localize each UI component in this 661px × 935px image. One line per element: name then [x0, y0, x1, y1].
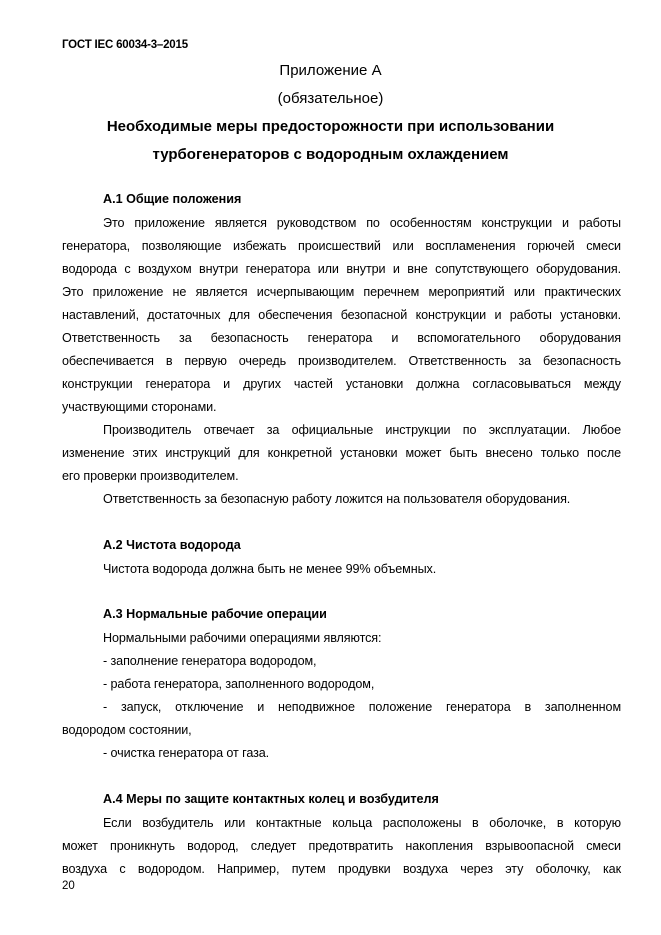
paragraph-line: Ответственность за безопасность генератора и вспомогательного оборудования	[62, 331, 621, 345]
annex-subject-line-1: Необходимые меры предосторожности при использовании	[106, 118, 555, 135]
paragraph-line: Если возбудитель или контактные кольца расположены в оболочке, в которую	[103, 816, 621, 830]
list-item: - работа генератора, заполненного водородом,	[103, 677, 375, 691]
document-header: ГОСТ IEC 60034-3–2015	[62, 39, 188, 51]
section-heading-a4: А.4 Меры по защите контактных колец и возбудителя	[103, 792, 439, 806]
annex-subject-line-2: турбогенераторов с водородным охлаждением	[152, 146, 509, 163]
paragraph-line: Производитель отвечает за официальные инструкции по эксплуатации. Любое	[103, 423, 621, 437]
paragraph-line: воздуха с водородом. Например, путем продувки воздуха через эту оболочку, как	[62, 862, 621, 876]
section-heading-a1: А.1 Общие положения	[103, 192, 242, 206]
paragraph-line: Ответственность за безопасную работу ложится на пользователя оборудования.	[103, 492, 571, 506]
paragraph-line: его проверки производителем.	[62, 469, 239, 483]
paragraph-line: Нормальными рабочими операциями являются:	[103, 631, 382, 645]
paragraph-line: наставлений, достаточных для обеспечения безопасной конструкции и работы установки.	[62, 308, 621, 322]
list-item: - заполнение генератора водородом,	[103, 654, 317, 668]
paragraph-line: Это приложение является руководством по особенностям конструкции и работы	[103, 216, 621, 230]
paragraph-line: водорода с воздухом внутри генератора или внутри и вне сопутствующего оборудования.	[62, 262, 621, 276]
paragraph-line: Чистота водорода должна быть не менее 99% объемных.	[103, 562, 437, 576]
page-number: 20	[62, 880, 75, 892]
list-item-continuation: водородом состоянии,	[62, 723, 192, 737]
annex-title: Приложение А	[279, 62, 382, 79]
paragraph-line: Это приложение не является исчерпывающим перечнем мероприятий или практических	[62, 285, 621, 299]
paragraph-line: генератора, позволяющие избежать происшествий или воспламенения горючей смеси	[62, 239, 621, 253]
paragraph-line: может проникнуть водород, следует предотвратить накопления взрывоопасной смеси	[62, 839, 621, 853]
paragraph-line: обеспечивается в первую очередь производителем. Ответственность за безопасность	[62, 354, 621, 368]
list-item: - запуск, отключение и неподвижное положение генератора в заполненном	[103, 700, 621, 714]
section-heading-a2: А.2 Чистота водорода	[103, 538, 241, 552]
paragraph-line: конструкции генератора и других частей установки должна согласовываться между	[62, 377, 621, 391]
list-item: - очистка генератора от газа.	[103, 746, 270, 760]
paragraph-line: изменение этих инструкций для конкретной установки может быть внесено только после	[62, 446, 621, 460]
annex-status: (обязательное)	[277, 90, 384, 107]
paragraph-line: участвующими сторонами.	[62, 400, 217, 414]
section-heading-a3: А.3 Нормальные рабочие операции	[103, 607, 327, 621]
